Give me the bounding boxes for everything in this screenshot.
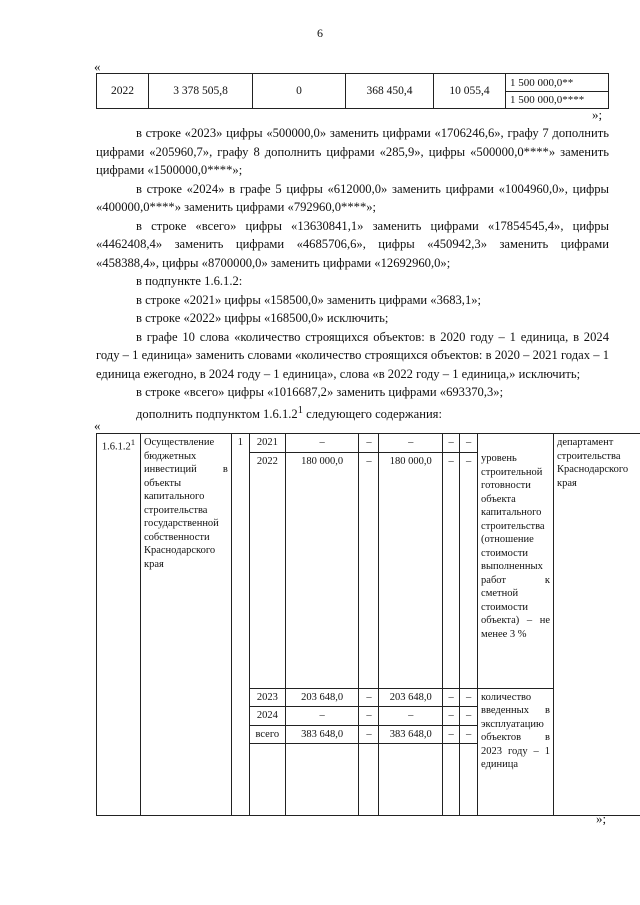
amendment-text	[96, 124, 609, 423]
amount-bottom: 1 500 000,0****	[506, 91, 608, 108]
paragraph-text: дополнить подпунктом 1.6.1.2	[136, 406, 298, 421]
executor-cell: департамент строительства Краснодарского края	[554, 434, 640, 816]
empty-cell	[443, 744, 460, 816]
amount-cell: –	[460, 725, 478, 744]
empty-cell	[359, 744, 379, 816]
year-cell: всего	[249, 725, 285, 744]
amount-cell: 203 648,0	[285, 688, 359, 707]
split-amount-cell	[506, 74, 609, 109]
amount-cell: –	[460, 434, 478, 453]
superscript: 1	[297, 404, 303, 416]
amount-cell: –	[460, 707, 478, 726]
amount-cell: –	[443, 434, 460, 453]
empty-cell	[249, 744, 285, 816]
year-cell: 2023	[249, 688, 285, 707]
amount-cell: –	[460, 688, 478, 707]
year-cell: 2022	[97, 74, 149, 109]
paragraph: в строке «2022» цифры «168500,0» исключить;	[136, 311, 389, 325]
year-cell: 2024	[249, 707, 285, 726]
paragraph: в графе 10 слова «количество строящихся объектов: в 2020 году – 1 единица, в 2024 году – 1 единица» заменить словами «количество строящихся объектов: в 2020 – 2021 годах – 1 единица ежегодно, в 2024 году – 1 единица», слова «в 2022 году – 1 единица,» исключить;	[96, 329, 609, 381]
amount-cell: 368 450,4	[346, 74, 434, 109]
amount-cell: 0	[253, 74, 346, 109]
table-row	[97, 74, 609, 109]
amount-cell: –	[443, 725, 460, 744]
result-cell: количество введенных в эксплуатацию объектов в 2023 году – 1 единица	[478, 688, 554, 816]
table-row	[97, 434, 640, 453]
amount-table	[96, 73, 609, 109]
amount-cell: 383 648,0	[285, 725, 359, 744]
amount-top: 1 500 000,0**	[510, 76, 574, 89]
paragraph: в строке «2024» в графе 5 цифры «612000,0» заменить цифрами «1004960,0», цифры «400000,0****» заменить цифрами «792960,0****»;	[96, 181, 609, 214]
amount-cell: –	[285, 707, 359, 726]
closing-quote: »;	[596, 811, 607, 826]
name-cell: Осуществление бюджетных инвестиций в объекты капитального строительства государственной собственности Краснодарского края	[140, 434, 231, 816]
paragraph: в строке «2023» цифры «500000,0» заменить цифрами «1706246,6», графу 7 дополнить цифрами «205960,7», графу 8 дополнить цифрами «285,9», цифры «500000,0****» заменить цифрами «1500000,0****»;	[96, 126, 609, 177]
total-cell: 3 378 505,8	[149, 74, 253, 109]
paragraph-tail: следующего содержания:	[302, 406, 442, 421]
opening-quote: «	[94, 59, 101, 74]
amount-cell: –	[379, 434, 443, 453]
amount-cell: 10 055,4	[434, 74, 506, 109]
amount-cell: 203 648,0	[379, 688, 443, 707]
amount-cell: –	[379, 707, 443, 726]
paragraph: в строке «всего» цифры «13630841,1» заменить цифрами «17854545,4», цифры «4462408,4» заменить цифрами «4685706,6», цифры «450942,3» заменить цифрами «458388,4», цифры «8700000,0» заменить цифрами «12692960,0»;	[96, 218, 609, 270]
paragraph: в строке «всего» цифры «1016687,2» заменить цифрами «693370,3»;	[136, 385, 504, 399]
amount-cell: –	[359, 707, 379, 726]
amount-cell: –	[285, 434, 359, 453]
amount-cell: 180 000,0	[379, 452, 443, 688]
empty-cell	[285, 744, 359, 816]
result-cell: уровень строительной готовности объекта капитального строительства (отношение стоимости выполненных работ к сметной стоимости объекта) – не менее 3 %	[478, 434, 554, 689]
year-cell: 2021	[249, 434, 285, 453]
closing-quote: »;	[592, 107, 603, 122]
amount-cell: –	[359, 725, 379, 744]
amount-cell: –	[460, 452, 478, 688]
page-number: 6	[317, 26, 323, 40]
amount-cell: –	[443, 707, 460, 726]
code-cell: 1.6.1.2$^1$	[97, 434, 141, 816]
amount-cell: –	[443, 452, 460, 688]
empty-cell	[460, 744, 478, 816]
amount-cell: 383 648,0	[379, 725, 443, 744]
year-cell: 2022	[249, 452, 285, 688]
number-cell: 1	[231, 434, 249, 816]
amount-cell: –	[359, 688, 379, 707]
opening-quote: «	[94, 418, 101, 433]
amount-cell: 180 000,0	[285, 452, 359, 688]
amount-cell: –	[359, 452, 379, 688]
amount-cell: –	[359, 434, 379, 453]
amount-cell: –	[443, 688, 460, 707]
paragraph: в подпункте 1.6.1.2:	[136, 274, 243, 288]
empty-cell	[379, 744, 443, 816]
program-table	[96, 433, 640, 816]
paragraph	[96, 402, 609, 424]
paragraph: в строке «2021» цифры «158500,0» заменить цифрами «3683,1»;	[136, 292, 482, 307]
